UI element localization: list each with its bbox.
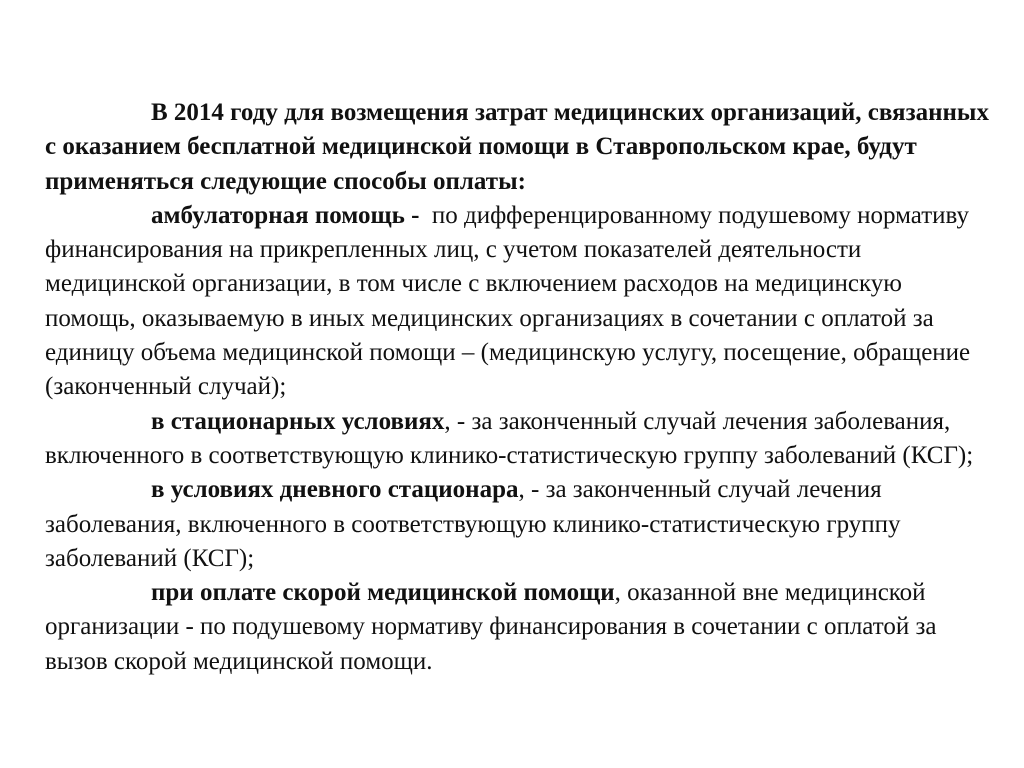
payment-method-description: , - за законченный случай лечения заболевания, включенного в соответствующую клинико-статистическую группу заболеваний (КСГ); [45, 476, 901, 572]
payment-method-title: в условиях дневного стационара [151, 476, 519, 504]
payment-method-ambulance [45, 576, 995, 679]
payment-method-title: в стационарных условиях [151, 407, 445, 435]
intro-paragraph: В 2014 году для возмещения затрат медицинских организаций, связанных с оказанием бесплатной медицинской помощи в Ставропольском крае, будут применяться следующие способы оплаты: [45, 99, 989, 195]
payment-method-outpatient [45, 199, 995, 405]
payment-method-title: амбулаторная помощь - [151, 201, 420, 229]
payment-method-description: по дифференцированному подушевому нормативу финансирования на прикрепленных лиц, с учетом показателей деятельности медицинской организации, в том числе с включением расходов на медицинскую помощь, оказываемую в иных медицинских организациях в сочетании с оплатой за единицу объема медицинской помощи – (медицинскую услугу, посещение, обращение (законченный случай); [45, 201, 977, 401]
payment-method-inpatient [45, 405, 995, 474]
payment-method-day-hospital [45, 473, 995, 576]
slide-content [45, 96, 995, 679]
payment-method-title: при оплате скорой медицинской помощи [151, 579, 615, 607]
payment-method-description: , оказанной вне медицинской организации - по подушевому нормативу финансирования в сочетании с оплатой за вызов скорой медицинской помощи. [45, 579, 937, 675]
payment-method-description: , - за законченный случай лечения заболевания, включенного в соответствующую клинико-статистическую группу заболеваний (КСГ); [45, 407, 974, 469]
